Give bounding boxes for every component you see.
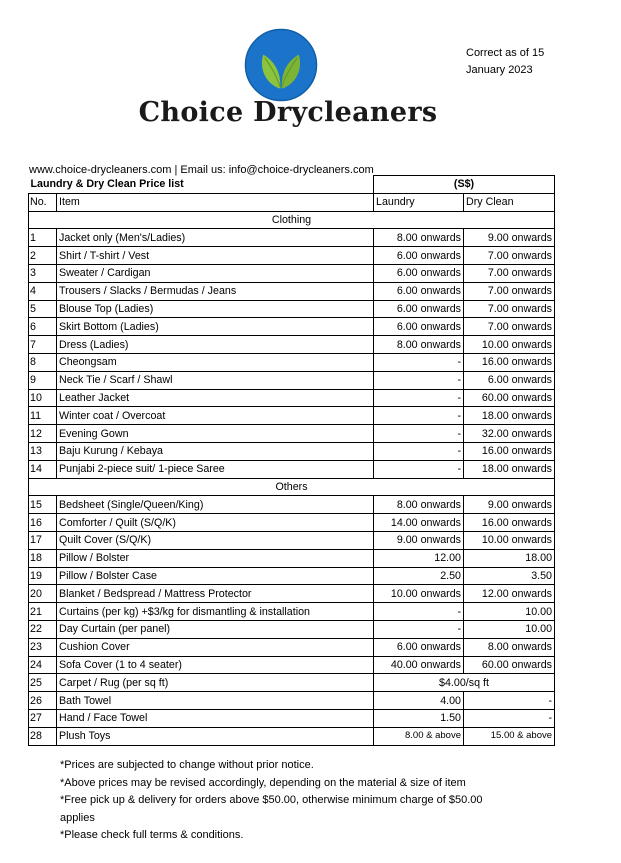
column-header-row (29, 193, 555, 211)
row-dry-clean-price: 18.00 onwards (464, 460, 555, 478)
row-laundry-price: 8.00 & above (374, 727, 464, 745)
section-header: Others (29, 478, 555, 496)
table-row (29, 442, 555, 460)
row-item: Curtains (per kg) +$3/kg for dismantling & installation (57, 603, 374, 621)
header-laundry: Laundry (374, 193, 464, 211)
row-number: 6 (29, 318, 57, 336)
table-row (29, 603, 555, 621)
table-row (29, 300, 555, 318)
row-laundry-price: - (374, 442, 464, 460)
leaf-logo-icon (244, 28, 318, 102)
row-dry-clean-price: 16.00 onwards (464, 353, 555, 371)
table-row (29, 460, 555, 478)
row-dry-clean-price: 16.00 onwards (464, 514, 555, 532)
row-laundry-price: 6.00 onwards (374, 300, 464, 318)
row-laundry-price: - (374, 460, 464, 478)
row-number: 7 (29, 336, 57, 354)
table-row (29, 531, 555, 549)
row-number: 8 (29, 353, 57, 371)
row-laundry-price: 6.00 onwards (374, 264, 464, 282)
row-item: Cheongsam (57, 353, 374, 371)
note-line: *Above prices may be revised accordingly, depending on the material & size of item (60, 776, 466, 789)
table-row (29, 585, 555, 603)
row-number: 24 (29, 656, 57, 674)
row-dry-clean-price: 60.00 onwards (464, 656, 555, 674)
row-number: 1 (29, 229, 57, 247)
row-laundry-price: 9.00 onwards (374, 531, 464, 549)
note-line: *Free pick up & delivery for orders above $50.00, otherwise minimum charge of $50.00 (60, 794, 483, 806)
row-item: Bedsheet (Single/Queen/King) (57, 496, 374, 514)
row-laundry-price: 6.00 onwards (374, 638, 464, 656)
row-dry-clean-price: 16.00 onwards (464, 442, 555, 460)
row-laundry-price: 10.00 onwards (374, 585, 464, 603)
price-table (28, 175, 555, 746)
row-item: Winter coat / Overcoat (57, 407, 374, 425)
row-item: Hand / Face Towel (57, 709, 374, 727)
row-dry-clean-price: 18.00 (464, 549, 555, 567)
row-laundry-price: 14.00 onwards (374, 514, 464, 532)
table-row (29, 371, 555, 389)
row-dry-clean-price: 9.00 onwards (464, 229, 555, 247)
row-item: Leather Jacket (57, 389, 374, 407)
row-laundry-price: 2.50 (374, 567, 464, 585)
row-laundry-price: 12.00 (374, 549, 464, 567)
row-item: Bath Towel (57, 692, 374, 710)
row-laundry-price: 6.00 onwards (374, 318, 464, 336)
row-number: 15 (29, 496, 57, 514)
table-row (29, 247, 555, 265)
table-row (29, 549, 555, 567)
table-row (29, 514, 555, 532)
row-laundry-price: - (374, 389, 464, 407)
row-laundry-price: 1.50 (374, 709, 464, 727)
row-number: 3 (29, 264, 57, 282)
table-row (29, 674, 555, 692)
table-row (29, 709, 555, 727)
table-row (29, 336, 555, 354)
row-laundry-price: 8.00 onwards (374, 229, 464, 247)
row-item: Blouse Top (Ladies) (57, 300, 374, 318)
row-number: 28 (29, 727, 57, 745)
row-item: Baju Kurung / Kebaya (57, 442, 374, 460)
table-row (29, 353, 555, 371)
row-item: Carpet / Rug (per sq ft) (57, 674, 374, 692)
row-item: Skirt Bottom (Ladies) (57, 318, 374, 336)
row-dry-clean-price: 7.00 onwards (464, 247, 555, 265)
row-number: 25 (29, 674, 57, 692)
row-dry-clean-price: 10.00 (464, 620, 555, 638)
price-date-line: Correct as of 15 (466, 47, 545, 59)
row-number: 5 (29, 300, 57, 318)
row-dry-clean-price: 10.00 (464, 603, 555, 621)
row-laundry-price: 4.00 (374, 692, 464, 710)
table-row (29, 318, 555, 336)
row-laundry-price: 6.00 onwards (374, 247, 464, 265)
row-number: 19 (29, 567, 57, 585)
row-laundry-price: 8.00 onwards (374, 496, 464, 514)
row-laundry-price: 40.00 onwards (374, 656, 464, 674)
row-item: Day Curtain (per panel) (57, 620, 374, 638)
row-number: 2 (29, 247, 57, 265)
table-title: Laundry & Dry Clean Price list (29, 176, 374, 194)
price-date-line: January 2023 (466, 64, 533, 76)
row-item: Quilt Cover (S/Q/K) (57, 531, 374, 549)
brand-name: Choice Drycleaners (138, 97, 438, 128)
row-number: 9 (29, 371, 57, 389)
row-merged-price: $4.00/sq ft (374, 674, 555, 692)
header-item: Item (57, 193, 374, 211)
row-dry-clean-price: 8.00 onwards (464, 638, 555, 656)
header-dry-clean: Dry Clean (464, 193, 555, 211)
row-number: 16 (29, 514, 57, 532)
note-line: *Prices are subjected to change without prior notice. (60, 759, 314, 771)
row-dry-clean-price: - (464, 709, 555, 727)
price-notes (60, 757, 530, 845)
row-dry-clean-price: 10.00 onwards (464, 336, 555, 354)
row-laundry-price: - (374, 603, 464, 621)
header-no: No. (29, 193, 57, 211)
row-laundry-price: - (374, 353, 464, 371)
table-row (29, 425, 555, 443)
row-item: Shirt / T-shirt / Vest (57, 247, 374, 265)
table-row (29, 389, 555, 407)
row-item: Jacket only (Men's/Ladies) (57, 229, 374, 247)
section-header-row (29, 211, 555, 229)
row-dry-clean-price: 6.00 onwards (464, 371, 555, 389)
row-item: Punjabi 2-piece suit/ 1-piece Saree (57, 460, 374, 478)
row-dry-clean-price: 60.00 onwards (464, 389, 555, 407)
table-row (29, 620, 555, 638)
row-number: 12 (29, 425, 57, 443)
row-number: 13 (29, 442, 57, 460)
row-item: Sofa Cover (1 to 4 seater) (57, 656, 374, 674)
table-row (29, 407, 555, 425)
row-number: 17 (29, 531, 57, 549)
row-dry-clean-price: 32.00 onwards (464, 425, 555, 443)
row-dry-clean-price: 7.00 onwards (464, 318, 555, 336)
row-laundry-price: - (374, 407, 464, 425)
row-laundry-price: 8.00 onwards (374, 336, 464, 354)
row-number: 18 (29, 549, 57, 567)
row-dry-clean-price: 7.00 onwards (464, 300, 555, 318)
row-item: Pillow / Bolster Case (57, 567, 374, 585)
row-dry-clean-price: 10.00 onwards (464, 531, 555, 549)
row-item: Evening Gown (57, 425, 374, 443)
row-number: 21 (29, 603, 57, 621)
price-date-note (466, 45, 576, 79)
row-item: Trousers / Slacks / Bermudas / Jeans (57, 282, 374, 300)
note-line: applies (60, 811, 95, 824)
row-number: 10 (29, 389, 57, 407)
table-row (29, 264, 555, 282)
row-number: 22 (29, 620, 57, 638)
row-item: Comforter / Quilt (S/Q/K) (57, 514, 374, 532)
row-item: Blanket / Bedspread / Mattress Protector (57, 585, 374, 603)
row-laundry-price: - (374, 620, 464, 638)
row-number: 11 (29, 407, 57, 425)
row-item: Dress (Ladies) (57, 336, 374, 354)
table-row (29, 282, 555, 300)
table-row (29, 727, 555, 745)
section-header-row (29, 478, 555, 496)
table-row (29, 638, 555, 656)
row-laundry-price: 6.00 onwards (374, 282, 464, 300)
row-number: 14 (29, 460, 57, 478)
row-dry-clean-price: 7.00 onwards (464, 282, 555, 300)
row-dry-clean-price: 12.00 onwards (464, 585, 555, 603)
row-laundry-price: - (374, 371, 464, 389)
currency-header: (S$) (374, 176, 555, 194)
row-dry-clean-price: 15.00 & above (464, 727, 555, 745)
table-row (29, 567, 555, 585)
price-table-body (29, 176, 555, 746)
row-item: Neck Tie / Scarf / Shawl (57, 371, 374, 389)
row-dry-clean-price: 3.50 (464, 567, 555, 585)
table-row (29, 692, 555, 710)
table-row (29, 656, 555, 674)
row-number: 26 (29, 692, 57, 710)
row-number: 4 (29, 282, 57, 300)
row-number: 27 (29, 709, 57, 727)
row-item: Plush Toys (57, 727, 374, 745)
row-dry-clean-price: 9.00 onwards (464, 496, 555, 514)
contact-info: www.choice-drycleaners.com | Email us: info@choice-drycleaners.com (29, 164, 374, 176)
row-number: 23 (29, 638, 57, 656)
table-row (29, 496, 555, 514)
row-item: Cushion Cover (57, 638, 374, 656)
section-header: Clothing (29, 211, 555, 229)
table-title-row (29, 176, 555, 194)
row-dry-clean-price: 7.00 onwards (464, 264, 555, 282)
row-dry-clean-price: 18.00 onwards (464, 407, 555, 425)
row-item: Sweater / Cardigan (57, 264, 374, 282)
table-row (29, 229, 555, 247)
row-item: Pillow / Bolster (57, 549, 374, 567)
note-line: *Please check full terms & conditions. (60, 829, 244, 841)
row-dry-clean-price: - (464, 692, 555, 710)
row-number: 20 (29, 585, 57, 603)
row-laundry-price: - (374, 425, 464, 443)
